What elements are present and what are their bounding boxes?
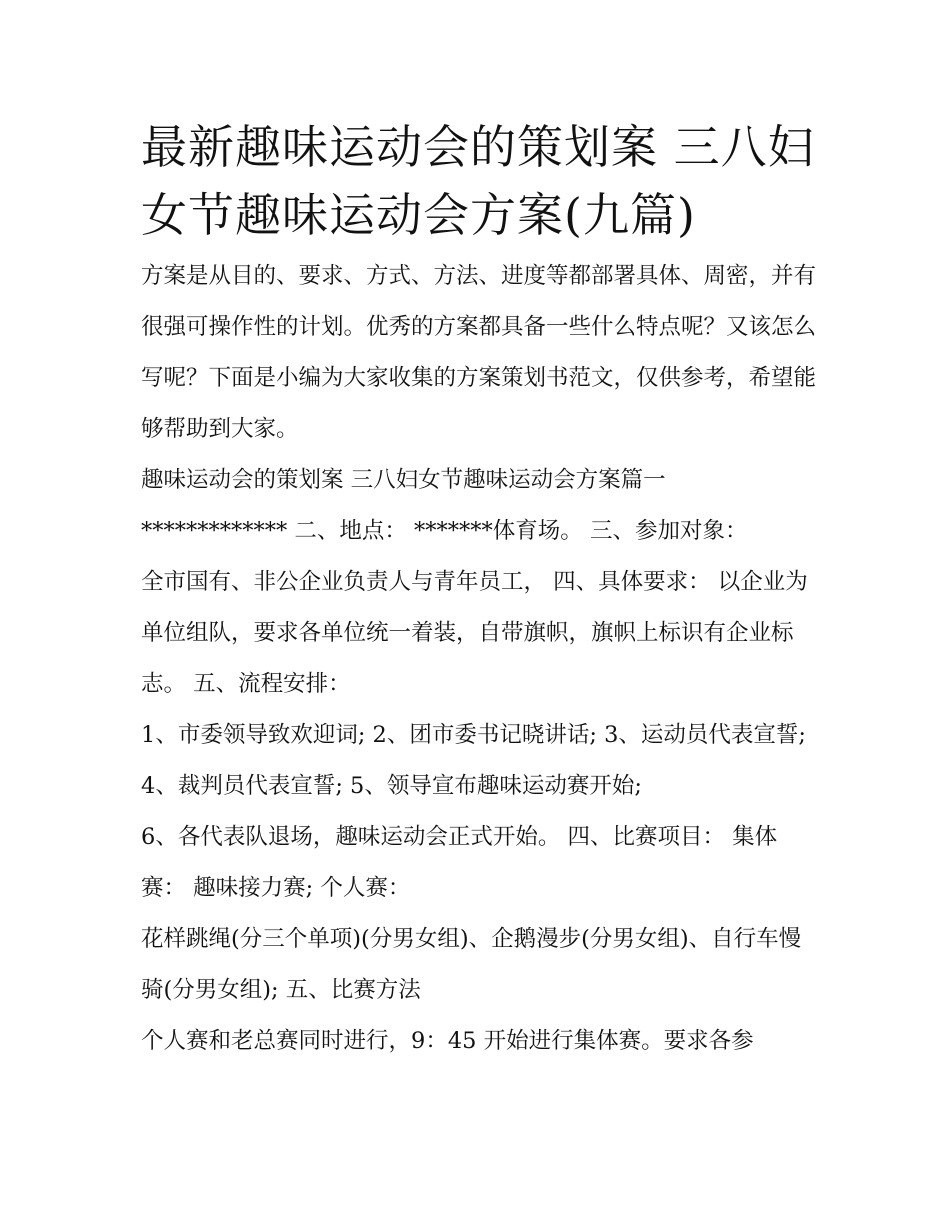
paragraph-section-heading: 趣味运动会的策划案 三八妇女节趣味运动会方案篇一 [141, 467, 666, 493]
paragraph-schedule: 1、市委领导致欢迎词; 2、团市委书记晓讲话; 3、运动员代表宣誓; 4、裁判员代表宣誓; 5、领导宣布趣味运动赛开始; [141, 722, 806, 799]
paragraph-events: 6、各代表队退场，趣味运动会正式开始。 四、比赛项目： 集体赛： 趣味接力赛; 个人赛： [141, 824, 778, 901]
paragraph-location: ************* 二、地点： *******体育场。 三、参加对象： [141, 518, 748, 544]
paragraph-individual-events: 花样跳绳(分三个单项)(分男女组)、企鹅漫步(分男女组)、自行车慢骑(分男女组); 五、比赛方法 [141, 926, 802, 1003]
document-content [141, 113, 821, 1067]
paragraph-intro: 方案是从目的、要求、方式、方法、进度等都部署具体、周密，并有很强可操作性的计划。优秀的方案都具备一些什么特点呢？又该怎么写呢？下面是小编为大家收集的方案策划书范文，仅供参考，希望能够帮助到大家。 [141, 263, 817, 442]
document-title: 最新趣味运动会的策划案 三八妇女节趣味运动会方案(九篇) [141, 120, 815, 242]
document-body [141, 251, 821, 1067]
paragraph-requirements: 全市国有、非公企业负责人与青年员工， 四、具体要求： 以企业为单位组队，要求各单位统一着装，自带旗帜，旗帜上标识有企业标志。 五、流程安排： [141, 569, 808, 697]
paragraph-methods: 个人赛和老总赛同时进行，9：45 开始进行集体赛。要求各参 [141, 1028, 754, 1054]
